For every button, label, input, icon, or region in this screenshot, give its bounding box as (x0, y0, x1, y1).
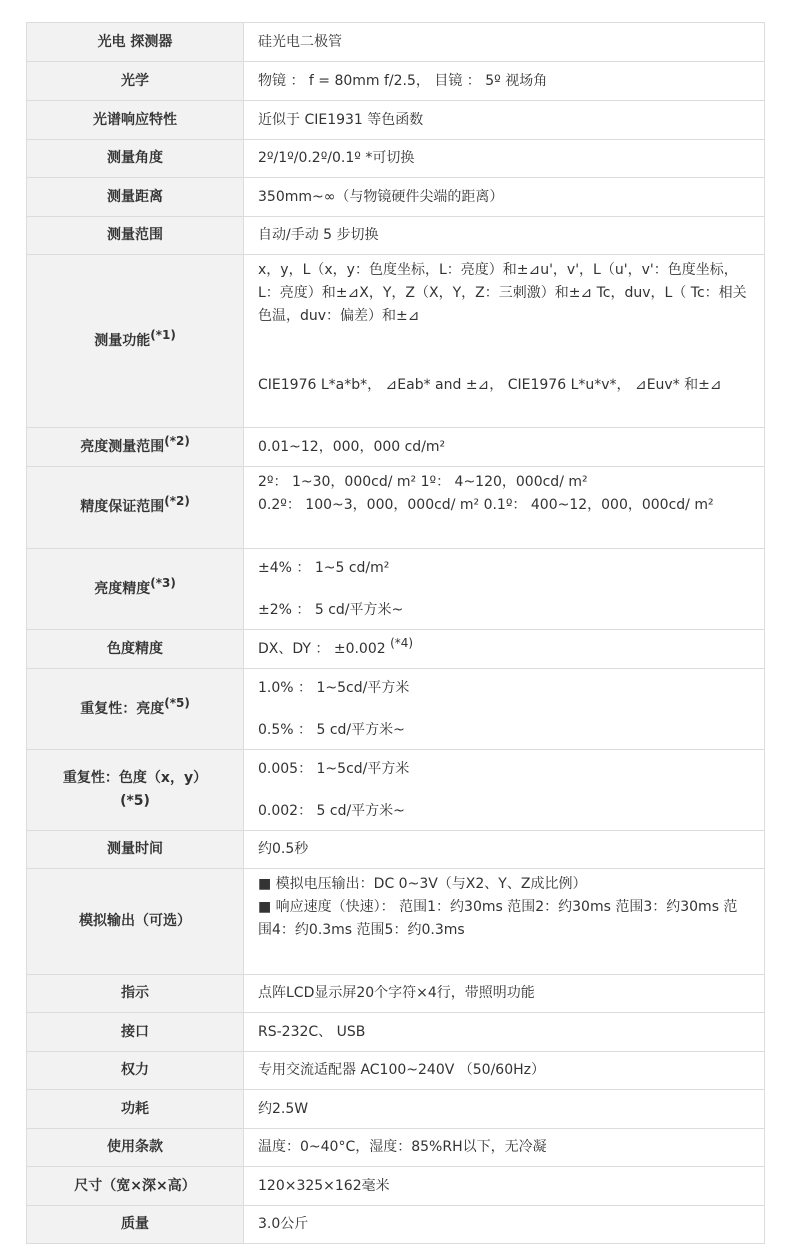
footnote-mark: (*5) (120, 793, 150, 809)
table-row (27, 1013, 765, 1052)
table-row (27, 467, 765, 549)
table-row (27, 975, 765, 1013)
spec-table (26, 22, 765, 1244)
row-label: 权力 (27, 1052, 244, 1090)
spacer (258, 580, 750, 599)
row-label: 功耗 (27, 1090, 244, 1129)
row-label-text: 精度保证范围 (80, 499, 165, 515)
row-value: 0.01~12，000，000 cd/m² (244, 428, 765, 467)
row-value (244, 869, 765, 975)
table-row (27, 217, 765, 255)
row-label: 光学 (27, 62, 244, 101)
row-value-line: ■ 模拟电压输出：DC 0~3V（与X2、Y、Z成比例） (258, 876, 587, 892)
table-row (27, 869, 765, 975)
row-value: 专用交流适配器 AC100~240V （50/60Hz） (244, 1052, 765, 1090)
table-row (27, 1129, 765, 1167)
row-value (244, 255, 765, 428)
footnote-mark: (*1) (150, 327, 176, 342)
row-value: 约0.5秒 (244, 831, 765, 869)
table-row (27, 1090, 765, 1129)
row-value-line: 2º： 1~30，000cd/ m² 1º： 4~120，000cd/ m² (258, 474, 588, 490)
spacer (258, 700, 750, 719)
footnote-mark: (*2) (164, 494, 190, 508)
row-label (27, 750, 244, 831)
row-label (27, 255, 244, 428)
row-value: 约2.5W (244, 1090, 765, 1129)
row-label: 测量角度 (27, 140, 244, 178)
table-row (27, 669, 765, 750)
row-value (244, 549, 765, 630)
row-label (27, 467, 244, 549)
row-label (27, 549, 244, 630)
row-value: 120×325×162毫米 (244, 1167, 765, 1206)
row-value-line: 0.2º： 100~3，000，000cd/ m² 0.1º： 400~12，000，000cd/ m² (258, 497, 714, 513)
row-label: 光电 探测器 (27, 23, 244, 62)
table-row (27, 428, 765, 467)
table-row (27, 1206, 765, 1244)
row-value-line: 0.5% ： 5 cd/平方米~ (258, 721, 405, 738)
table-row (27, 1052, 765, 1090)
footnote-mark: (*2) (164, 433, 190, 448)
row-value-line: ±2% ： 5 cd/平方米~ (258, 601, 404, 618)
row-value (244, 467, 765, 549)
row-value-text: DX、DY ： ±0.002 (258, 640, 386, 657)
row-label (27, 669, 244, 750)
row-value: 350mm~∞（与物镜硬件尖端的距离） (244, 178, 765, 217)
row-label: 质量 (27, 1206, 244, 1244)
row-label: 光谱响应特性 (27, 101, 244, 140)
row-label: 测量时间 (27, 831, 244, 869)
row-label: 指示 (27, 975, 244, 1013)
row-value: 点阵LCD显示屏20个字符×4行，带照明功能 (244, 975, 765, 1013)
row-value-line: 1.0% ： 1~5cd/平方米 (258, 679, 410, 696)
table-row (27, 62, 765, 101)
table-row (27, 23, 765, 62)
row-label-text: 重复性：亮度 (80, 700, 165, 717)
row-label-text: 重复性：色度（x，y） (62, 770, 208, 786)
row-value: 自动/手动 5 步切换 (244, 217, 765, 255)
row-label: 测量范围 (27, 217, 244, 255)
table-row (27, 255, 765, 428)
row-label-text: 亮度测量范围 (80, 438, 165, 455)
row-value (244, 630, 765, 669)
row-value-line: 0.005： 1~5cd/平方米 (258, 760, 410, 777)
table-row (27, 1167, 765, 1206)
row-label (27, 428, 244, 467)
spacer (258, 781, 750, 800)
table-row (27, 549, 765, 630)
row-value: 温度：0~40°C，湿度：85%RH以下，无冷凝 (244, 1129, 765, 1167)
row-value-line: CIE1976 L*a*b*， ⊿Eab* and ±⊿， CIE1976 L*u*v*， ⊿Euv* 和±⊿ (258, 377, 722, 393)
row-label-text: 亮度精度 (94, 580, 151, 597)
row-value-line: 0.002： 5 cd/平方米~ (258, 802, 405, 819)
row-label: 色度精度 (27, 630, 244, 669)
footnote-mark: (*3) (150, 575, 176, 590)
footnote-mark: (*5) (164, 695, 190, 710)
table-row (27, 101, 765, 140)
row-value: 3.0公斤 (244, 1206, 765, 1244)
row-label: 使用条款 (27, 1129, 244, 1167)
row-label: 模拟输出（可选） (27, 869, 244, 975)
row-value: 硅光电二极管 (244, 23, 765, 62)
footnote-mark: (*4) (390, 635, 414, 650)
row-label: 接口 (27, 1013, 244, 1052)
table-row (27, 178, 765, 217)
row-value (244, 669, 765, 750)
spacer (258, 328, 750, 374)
row-label-text: 测量功能 (94, 332, 151, 349)
row-value (244, 750, 765, 831)
row-value-line: ±4% ： 1~5 cd/m² (258, 559, 390, 576)
table-row (27, 750, 765, 831)
row-value-line: x，y，L（x，y：色度坐标，L：亮度）和±⊿u'，v'，L（u'，v'：色度坐标，L：亮度）和±⊿X，Y，Z（X，Y，Z：三刺激）和±⊿ Tc，duv，L（ Tc：相关色温，duv：偏差）和±⊿ (258, 262, 747, 324)
row-value: 2º/1º/0.2º/0.1º *可切换 (244, 140, 765, 178)
table-row (27, 140, 765, 178)
row-value: 近似于 CIE1931 等色函数 (244, 101, 765, 140)
row-value: RS-232C、 USB (244, 1013, 765, 1052)
row-value: 物镜 ： f = 80mm f/2.5， 目镜 ： 5º 视场角 (244, 62, 765, 101)
row-label: 尺寸（宽×深×高） (27, 1167, 244, 1206)
table-row (27, 831, 765, 869)
row-value-line: ■ 响应速度（快速）： 范围1：约30ms 范围2：约30ms 范围3：约30ms 范围4：约0.3ms 范围5：约0.3ms (258, 899, 738, 938)
row-label: 测量距离 (27, 178, 244, 217)
table-row (27, 630, 765, 669)
